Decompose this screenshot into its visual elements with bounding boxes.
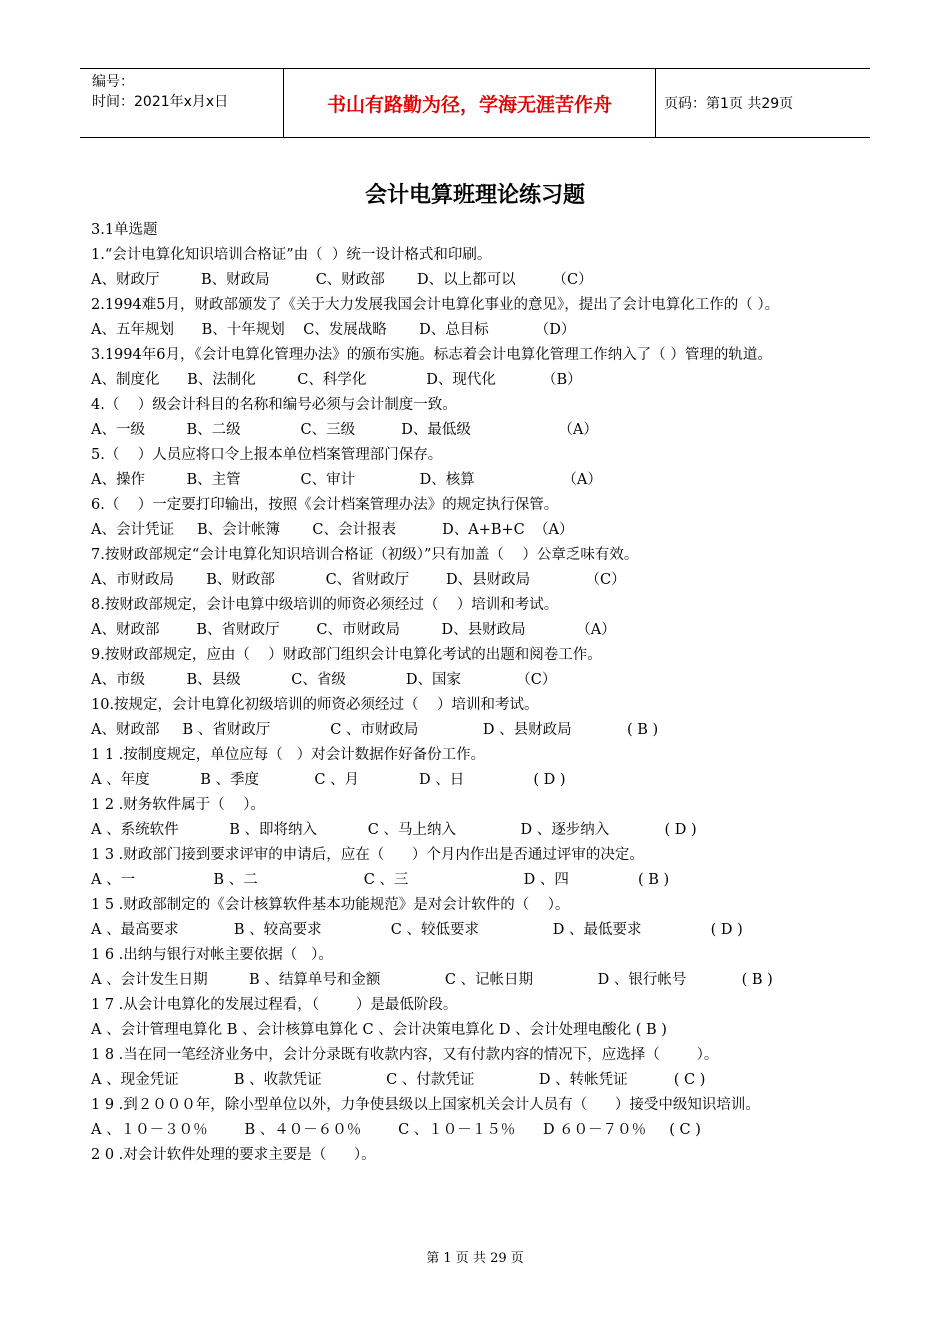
section-heading: 3.1单选题 <box>91 222 158 238</box>
footer-page-suffix: 页 <box>510 1251 524 1266</box>
answer-options: A 、１０－３０％ B 、４０－６０％ C 、１０－１５％ D ６０－７０％ ( C ) <box>91 1122 701 1138</box>
answer-options: A、财政厅 B、财政局 C、财政部 D、以上都可以 （C） <box>91 272 593 288</box>
answer-options: A、市级 B、县级 C、省级 D、国家 （C） <box>91 672 557 688</box>
answer-options: A、制度化 B、法制化 C、科学化 D、现代化 （B） <box>91 372 582 388</box>
answer-options: A、财政部 B、省财政厅 C、市财政局 D、县财政局 （A） <box>91 622 616 638</box>
question-text: 5.（ ）人员应将口令上报本单位档案管理部门保存。 <box>91 447 443 463</box>
question-text: 1 2 .财务软件属于（ ）。 <box>91 797 265 813</box>
header-left-cell <box>80 69 283 137</box>
question-text: 2 0 .对会计软件处理的要求主要是（ ）。 <box>91 1147 376 1163</box>
question-text: 7.按财政部规定“会计电算化知识培训合格证（初级）”只有加盖（ ）公章乏味有效。 <box>91 547 639 563</box>
question-text: 3.1994年6月，《会计电算化管理办法》的颁布实施。标志着会计电算化管理工作纳入了（ ）管理的轨道。 <box>91 347 772 363</box>
footer-page-mid: 页 共 <box>455 1251 486 1266</box>
document-date-label: 时间：2021年x月x日 <box>92 94 229 110</box>
document-number-label: 编号： <box>92 74 134 90</box>
answer-options: A、一级 B、二级 C、三级 D、最低级 （A） <box>91 422 598 438</box>
question-text: 9.按财政部规定，应由（ ）财政部门组织会计电算化考试的出题和阅卷工作。 <box>91 647 602 663</box>
answer-options: A 、年度 B 、季度 C 、月 D 、日 ( D ) <box>91 772 566 788</box>
answer-options: A 、会计发生日期 B 、结算单号和金额 C 、记帐日期 D 、银行帐号 ( B ) <box>91 972 773 988</box>
answer-options: A 、系统软件 B 、即将纳入 C 、马上纳入 D 、逐步纳入 ( D ) <box>91 822 697 838</box>
question-text: 1 1 .按制度规定，单位应每（ ）对会计数据作好备份工作。 <box>91 747 486 763</box>
footer-total-pages: 29 <box>490 1251 507 1266</box>
question-text: 6.（ ）一定要打印输出，按照《会计档案管理办法》的规定执行保管。 <box>91 497 559 513</box>
footer-page-prefix: 第 <box>426 1251 440 1266</box>
header-motto: 书山有路勤为径，学海无涯苦作舟 <box>283 69 656 137</box>
answer-options: A、市财政局 B、财政部 C、省财政厅 D、县财政局 （C） <box>91 572 626 588</box>
question-text: 1 8 .当在同一笔经济业务中，会计分录既有收款内容，又有付款内容的情况下，应选择（ ）。 <box>91 1047 719 1063</box>
question-text: 1 9 .到２０００年，除小型单位以外，力争使县级以上国家机关会计人员有（ ）接受中级知识培训。 <box>91 1097 760 1113</box>
question-text: 8.按财政部规定，会计电算中级培训的师资必须经过（ ）培训和考试。 <box>91 597 559 613</box>
answer-options: A 、现金凭证 B 、收款凭证 C 、付款凭证 D 、转帐凭证 ( C ) <box>91 1072 706 1088</box>
answer-options: A、财政部 B 、省财政厅 C 、市财政局 D 、县财政局 ( B ) <box>91 722 659 738</box>
answer-options: A、会计凭证 B、会计帐簿 C、会计报表 D、A+B+C （A） <box>91 522 574 538</box>
question-text: 1 3 .财政部门接到要求评审的申请后，应在（ ）个月内作出是否通过评审的决定。 <box>91 847 644 863</box>
answer-options: A、五年规划 B、十年规划 C、发展战略 D、总目标 （D） <box>91 322 576 338</box>
page-footer <box>0 1247 950 1266</box>
question-text: 4.（ ）级会计科目的名称和编号必须与会计制度一致。 <box>91 397 457 413</box>
header-page-info: 页码：第1页 共29页 <box>664 96 794 112</box>
answer-options: A 、会计管理电算化 B 、会计核算电算化 C 、会计决策电算化 D 、会计处理电酸化 ( B ) <box>91 1022 667 1038</box>
page-header <box>80 68 870 138</box>
question-text: 2.1994难5月，财政部颁发了《关于大力发展我国会计电算化事业的意见》，提出了会计电算化工作的（ ）。 <box>91 297 780 313</box>
question-text: 1 7 .从会计电算化的发展过程看，（ ）是最低阶段。 <box>91 997 458 1013</box>
question-list <box>91 218 863 1168</box>
question-text: 1 6 .出纳与银行对帐主要依据（ ）。 <box>91 947 333 963</box>
question-text: 10.按规定，会计电算化初级培训的师资必须经过（ ）培训和考试。 <box>91 697 539 713</box>
answer-options: A 、一 B 、二 C 、三 D 、四 ( B ) <box>91 872 670 888</box>
footer-page-number: 1 <box>443 1251 452 1266</box>
question-text: 1.“会计电算化知识培训合格证”由（ ）统一设计格式和印刷。 <box>91 247 492 263</box>
answer-options: A、操作 B、主管 C、审计 D、核算 （A） <box>91 472 602 488</box>
document-title: 会计电算班理论练习题 <box>364 183 585 208</box>
answer-options: A 、最高要求 B 、较高要求 C 、较低要求 D 、最低要求 ( D ) <box>91 922 743 938</box>
question-text: 1 5 .财政部制定的《会计核算软件基本功能规范》是对会计软件的（ ）。 <box>91 897 570 913</box>
